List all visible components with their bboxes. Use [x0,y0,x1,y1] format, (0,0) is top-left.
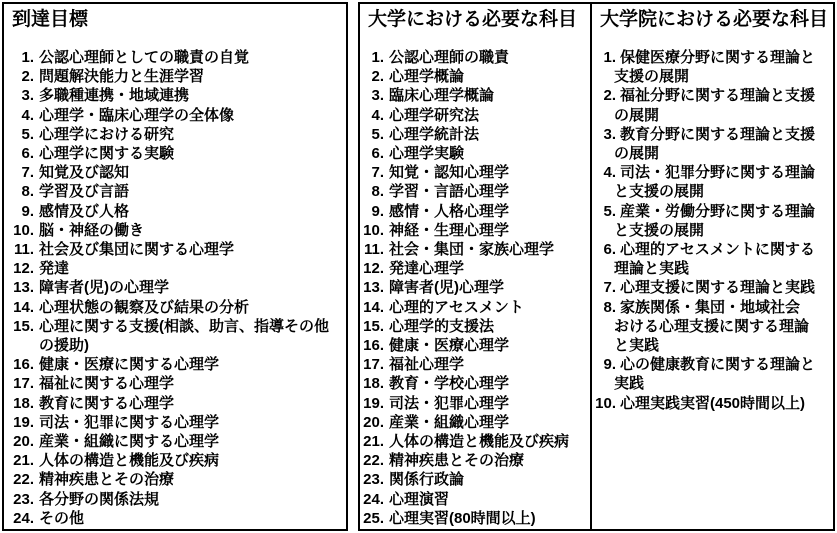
item-number: 19. [363,394,384,412]
item-text: 教育に関する心理学 [39,394,175,412]
item-text: 社会・集団・家族心理学 [389,241,555,259]
list-item [360,432,590,451]
item-text: 心理学・臨床心理学の全体像 [39,106,235,124]
item-text: 学習・言語心理学 [389,183,510,201]
item-number: 7. [21,164,34,182]
item-text: 障害者(児)の心理学 [39,279,169,297]
item-text: 保健医療分野に関する理論と 支援の展開 [614,49,816,86]
item-number: 10. [363,221,384,239]
item-number: 4. [603,164,616,182]
list-item [4,432,346,451]
item-list [360,48,590,528]
list-item [360,278,590,297]
list-item [4,509,346,528]
item-number: 9. [371,202,384,220]
item-number: 11. [363,241,384,259]
item-list [4,48,346,528]
list-item [592,86,833,124]
item-text: 心理実習(80時間以上) [389,509,536,527]
item-text: 発達 [39,260,70,278]
list-item [4,163,346,182]
item-text: 問題解決能力と生涯学習 [39,68,205,86]
list-item [360,470,590,489]
item-text: 知覚及び認知 [39,164,130,182]
list-item [360,67,590,86]
item-number: 19. [13,413,34,431]
item-text: 心理学における研究 [39,125,175,143]
list-item [360,48,590,67]
item-number: 16. [13,356,34,374]
item-number: 18. [363,375,384,393]
item-number: 11. [13,241,34,259]
list-item [360,451,590,470]
list-item [4,182,346,201]
list-item [4,202,346,221]
item-number: 21. [13,452,34,470]
item-number: 10. [595,394,616,412]
list-item [4,48,346,67]
item-text: 神経・生理心理学 [389,221,510,239]
list-item [360,221,590,240]
item-text: 心の健康教育に関する理論と 実践 [614,356,816,393]
list-item [592,202,833,240]
item-text: その他 [39,509,85,527]
item-text: 多職種連携・地域連携 [39,87,190,105]
item-number: 20. [363,413,384,431]
item-number: 3. [603,125,616,143]
list-item [360,202,590,221]
item-number: 13. [363,279,384,297]
item-number: 22. [363,452,384,470]
item-text: 福祉心理学 [389,356,465,374]
item-text: 福祉分野に関する理論と支援 の展開 [614,87,816,124]
item-number: 18. [13,394,34,412]
item-number: 8. [371,183,384,201]
list-item [360,509,590,528]
item-number: 7. [603,279,616,297]
item-text: 健康・医療心理学 [389,337,510,355]
list-item [4,451,346,470]
list-item [360,298,590,317]
item-text: 精神疾患とその治療 [389,452,525,470]
item-text: 精神疾患とその治療 [39,471,175,489]
item-number: 3. [21,87,34,105]
list-item [592,163,833,201]
item-text: 感情及び人格 [39,202,130,220]
list-item [4,106,346,125]
list-item [4,259,346,278]
list-item [360,106,590,125]
item-number: 8. [21,183,34,201]
item-number: 15. [363,317,384,335]
item-number: 22. [13,471,34,489]
item-text: 心理学実験 [389,145,465,163]
list-item [360,259,590,278]
list-item [592,240,833,278]
item-number: 1. [21,49,34,66]
item-number: 1. [371,49,384,66]
item-number: 21. [363,433,384,451]
item-text: 人体の構造と機能及び疾病 [389,433,570,451]
list-item [592,278,833,297]
item-text: 臨床心理学概論 [389,87,495,105]
item-number: 9. [603,356,616,374]
item-number: 7. [371,164,384,182]
item-number: 25. [363,509,384,527]
item-text: 教育・学校心理学 [389,375,510,393]
item-number: 3. [371,87,384,105]
panel-title: 到達目標 [12,9,89,30]
item-number: 5. [603,202,616,220]
item-number: 2. [371,68,384,86]
item-text: 社会及び集団に関する心理学 [39,241,235,259]
item-text: 心理学に関する実験 [39,145,175,163]
list-item [4,490,346,509]
item-number: 6. [371,145,384,163]
item-text: 障害者(児)心理学 [389,279,504,297]
panel-title: 大学院における必要な科目 [600,9,829,30]
list-item [4,317,346,355]
list-item [592,125,833,163]
item-text: 公認心理師としての職責の自覚 [39,49,250,66]
list-item [360,144,590,163]
item-text: 教育分野に関する理論と支援 の展開 [614,125,816,163]
list-item [360,182,590,201]
item-number: 6. [21,145,34,163]
item-text: 福祉に関する心理学 [39,375,175,393]
list-item [360,163,590,182]
item-number: 10. [13,221,34,239]
item-number: 5. [371,125,384,143]
item-text: 脳・神経の働き [39,221,145,239]
list-item [592,298,833,356]
item-number: 23. [13,490,34,508]
item-number: 13. [13,279,34,297]
list-item [360,394,590,413]
list-item [4,86,346,105]
item-number: 8. [603,298,616,316]
item-text: 知覚・認知心理学 [389,164,510,182]
item-number: 4. [21,106,34,124]
item-number: 17. [13,375,34,393]
item-text: 産業・労働分野に関する理論 と支援の展開 [614,202,816,239]
item-text: 心理支援に関する理論と実践 [620,279,816,297]
list-item [360,355,590,374]
item-text: 心理学研究法 [389,106,480,124]
item-number: 5. [21,125,34,143]
item-number: 14. [13,298,34,316]
item-text: 心理に関する支援(相談、助言、指導その他 の援助) [39,317,329,355]
item-number: 9. [21,202,34,220]
list-item [4,67,346,86]
list-item [4,125,346,144]
list-item [360,125,590,144]
list-item [360,374,590,393]
list-item [592,394,833,413]
list-item [4,298,346,317]
list-item [4,374,346,393]
item-number: 12. [13,260,34,278]
list-item [360,336,590,355]
list-item [360,317,590,336]
item-text: 感情・人格心理学 [389,202,510,220]
list-item [4,413,346,432]
item-text: 産業・組織心理学 [389,413,510,431]
item-number: 1. [603,49,616,66]
item-text: 心理状態の観察及び結果の分析 [39,298,250,316]
item-text: 司法・犯罪に関する心理学 [39,413,220,431]
list-item [592,48,833,86]
item-text: 関係行政論 [389,471,465,489]
panel-attainment-goals [2,2,348,531]
panel-university-subjects [358,2,592,531]
item-number: 24. [363,490,384,508]
list-item [4,221,346,240]
item-text: 心理学統計法 [389,125,480,143]
item-text: 学習及び言語 [39,183,130,201]
item-text: 各分野の関係法規 [39,490,160,508]
item-text: 人体の構造と機能及び疾病 [39,452,220,470]
item-list [592,48,833,413]
list-item [4,144,346,163]
item-text: 心理的アセスメント [389,298,524,316]
item-number: 6. [603,241,616,259]
item-number: 15. [13,317,34,335]
item-number: 20. [13,433,34,451]
item-number: 12. [363,260,384,278]
list-item [4,278,346,297]
list-item [360,86,590,105]
item-text: 心理実践実習(450時間以上) [620,394,806,412]
list-item [4,470,346,489]
item-text: 家族関係・集団・地域社会 おける心理支援に関する理論 と実践 [614,298,810,355]
item-text: 司法・犯罪心理学 [389,394,510,412]
item-number: 2. [21,68,34,86]
item-text: 心理学概論 [389,68,465,86]
list-item [4,394,346,413]
item-number: 14. [363,298,384,316]
item-number: 23. [363,471,384,489]
item-text: 発達心理学 [389,260,465,278]
item-text: 心理的アセスメントに関する 理論と実践 [614,241,815,278]
item-number: 24. [13,509,34,527]
item-number: 16. [363,337,384,355]
list-item [360,490,590,509]
list-item [4,240,346,259]
item-text: 健康・医療に関する心理学 [39,356,220,374]
item-text: 心理演習 [389,490,450,508]
item-number: 4. [371,106,384,124]
list-item [360,240,590,259]
item-text: 産業・組織に関する心理学 [39,433,220,451]
list-item [4,355,346,374]
list-item [360,413,590,432]
item-text: 司法・犯罪分野に関する理論 と支援の展開 [614,164,816,201]
panel-title: 大学における必要な科目 [368,9,578,30]
item-number: 17. [363,356,384,374]
item-text: 公認心理師の職責 [389,49,510,66]
item-number: 2. [603,87,616,105]
panel-graduate-school-subjects [592,2,835,531]
list-item [592,355,833,393]
item-text: 心理学的支援法 [389,317,495,335]
